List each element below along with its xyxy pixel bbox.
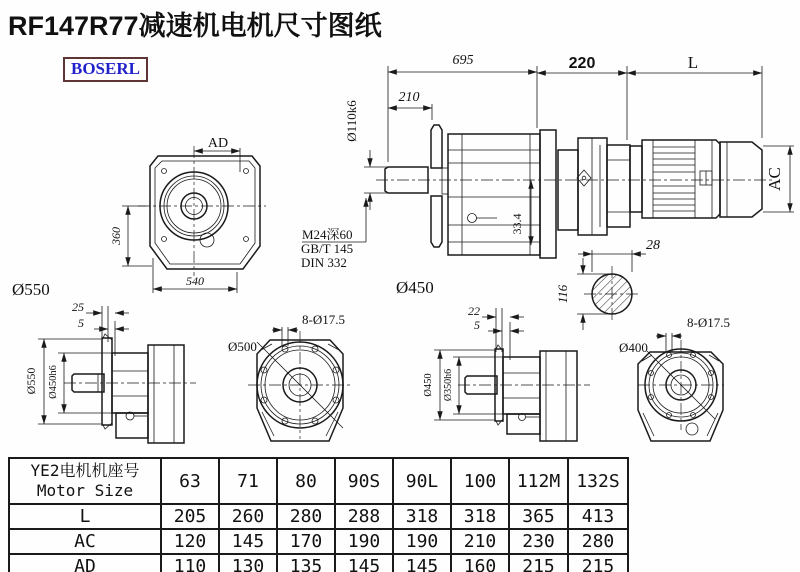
page-title: RF147R77减速机电机尺寸图纸 (8, 11, 382, 41)
label-b2-holes: 8-Ø17.5 (302, 312, 345, 327)
col-header-100: 100 (451, 458, 509, 504)
note-gb: GB/T 145 (301, 241, 354, 256)
dim-210: 210 (398, 90, 420, 105)
dim-33-4: 33.4 (510, 213, 524, 235)
col-header-80: 80 (277, 458, 335, 504)
dim-28: 28 (646, 238, 660, 253)
cell: 365 (509, 504, 568, 529)
dim-695: 695 (452, 53, 474, 68)
col-header-90s: 90S (335, 458, 393, 504)
cell: 318 (451, 504, 509, 529)
dim-b-5: 5 (78, 316, 84, 330)
cell: 145 (335, 554, 393, 572)
col-header-112m: 112M (509, 458, 568, 504)
table-header-motor-size (9, 458, 161, 504)
cell: 280 (568, 529, 628, 554)
note-din: DIN 332 (301, 255, 347, 270)
dim-116: 116 (555, 284, 570, 304)
table-row-L (9, 504, 628, 529)
cell: 190 (393, 529, 451, 554)
dim-c-22: 22 (468, 304, 480, 318)
flange-side-view-c (423, 304, 590, 441)
row-label-L: L (9, 504, 161, 529)
col-header-132s: 132S (568, 458, 628, 504)
gearbox-front-view (12, 136, 266, 299)
cell: 120 (161, 529, 219, 554)
motor-dimension-table (8, 457, 629, 572)
cell: 280 (277, 504, 335, 529)
dim-220: 220 (568, 55, 596, 72)
table-row-AC (9, 529, 628, 554)
row-label-AD: AD (9, 554, 161, 572)
cell: 230 (509, 529, 568, 554)
col-header-90l: 90L (393, 458, 451, 504)
motor-side-view (558, 138, 794, 235)
cell: 288 (335, 504, 393, 529)
boserl-logo: BOSERL (63, 57, 148, 82)
shaft-section-view (555, 238, 660, 330)
cell: 215 (568, 554, 628, 572)
dim-L: L (687, 53, 699, 72)
label-dia450: Ø450 (396, 278, 434, 297)
col-header-71: 71 (219, 458, 277, 504)
label-shaft-dia: Ø110k6 (344, 100, 359, 142)
flange-front-view-c (619, 315, 730, 441)
cell: 160 (451, 554, 509, 572)
motor-fins (653, 147, 695, 211)
cell: 110 (161, 554, 219, 572)
dim-360: 360 (109, 227, 123, 245)
dim-b-dia450: Ø450h6 (48, 365, 59, 399)
flange-front-view-b (228, 312, 352, 441)
label-b2-dia500: Ø500 (228, 339, 257, 354)
header-en: Motor Size (36, 481, 134, 500)
col-header-63: 63 (161, 458, 219, 504)
cell: 318 (393, 504, 451, 529)
cell: 170 (277, 529, 335, 554)
dim-ad: AD (207, 136, 229, 151)
gearbox-side-view (301, 53, 772, 297)
table-row-AD (9, 554, 628, 572)
cell: 413 (568, 504, 628, 529)
label-c2-dia400: Ø400 (619, 340, 648, 355)
header-cn: YE2电机机座号 (30, 461, 140, 480)
dim-540: 540 (186, 274, 204, 288)
dim-b-dia550: Ø550 (24, 367, 38, 395)
table-header-row (9, 458, 628, 504)
label-dia550: Ø550 (12, 280, 50, 299)
cell: 215 (509, 554, 568, 572)
dim-c-dia350: Ø350h6 (443, 368, 454, 402)
dim-c-dia450: Ø450 (423, 373, 434, 397)
cell: 190 (335, 529, 393, 554)
cell: 260 (219, 504, 277, 529)
dim-c-5: 5 (474, 318, 480, 332)
cell: 210 (451, 529, 509, 554)
dim-b-25: 25 (72, 300, 84, 314)
dim-ac: AC (765, 167, 784, 191)
cell: 145 (393, 554, 451, 572)
row-label-AC: AC (9, 529, 161, 554)
flange-side-view-b (24, 300, 196, 443)
cell: 135 (277, 554, 335, 572)
cell: 205 (161, 504, 219, 529)
cell: 145 (219, 529, 277, 554)
note-tap: M24深60 (302, 227, 353, 242)
label-c2-holes: 8-Ø17.5 (687, 315, 730, 330)
cell: 130 (219, 554, 277, 572)
